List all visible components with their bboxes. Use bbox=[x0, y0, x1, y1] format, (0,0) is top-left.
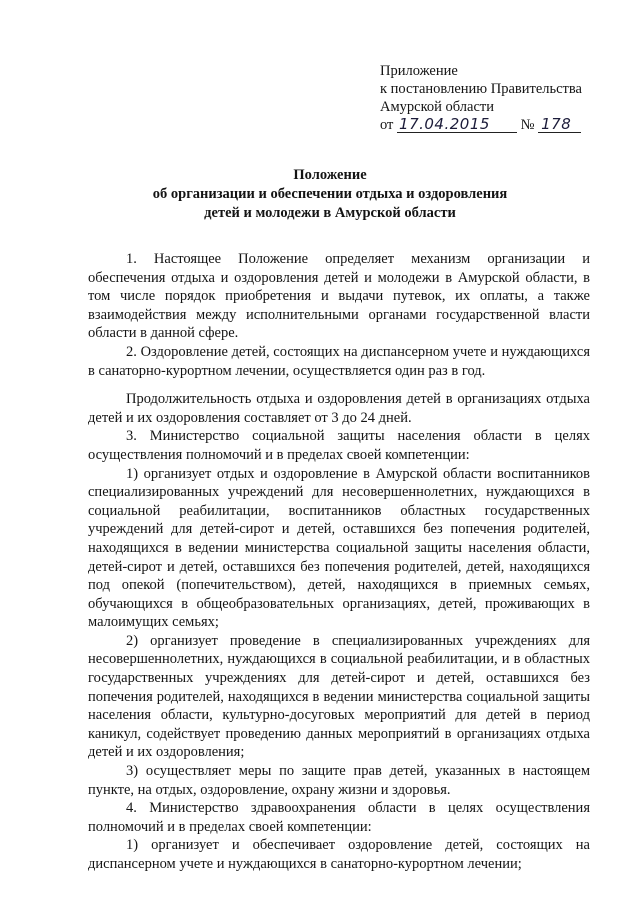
appendix-header bbox=[380, 62, 620, 136]
paragraph-7: 3) осуществляет меры по защите прав детей, указанных в настоящем пункте, на отдых, оздоровление, охрану жизни и здоровья. bbox=[88, 763, 590, 798]
document-title bbox=[60, 166, 600, 223]
handwritten-date: 17.04.2015 bbox=[397, 117, 517, 133]
document-body bbox=[88, 250, 590, 874]
title-line-2: об организации и обеспечении отдыха и оздоровления bbox=[152, 186, 508, 202]
paragraph-3: Продолжительность отдыха и оздоровления детей в организациях отдыха детей и их оздоровления составляет от 3 до 24 дней. bbox=[88, 391, 590, 426]
appendix-date-number-row bbox=[380, 116, 620, 136]
paragraph-4: 3. Министерство социальной защиты населения области в целях осуществления полномочий и в пределах своей компетенции: bbox=[88, 428, 590, 463]
appendix-resolution-ref: к постановлению Правительства bbox=[380, 81, 582, 97]
appendix-region: Амурской области bbox=[380, 99, 494, 115]
title-line-1: Положение bbox=[293, 167, 367, 183]
paragraph-1: 1. Настоящее Положение определяет механизм организации и обеспечения отдыха и оздоровления детей и молодежи в Амурской области, в том числе порядок приобретения и выдачи путевок, их оплаты, а также взаимодействия между исполнительными органами государственной власти области в данной сфере. bbox=[88, 251, 590, 342]
number-prefix: № bbox=[520, 117, 535, 133]
paragraph-6: 2) организует проведение в специализированных учреждениях для несовершеннолетних, нуждающихся в социальной реабилитации, и в областных государственных учреждениях для детей-сирот и детей, оставшихся без попечения родителей, находящихся в ведении министерства социальной защиты населения области, культурно-досуговых мероприятий для детей в период каникул, содействует проведению данных мероприятий в организациях отдыха детей и их оздоровления; bbox=[88, 632, 590, 761]
paragraph-8: 4. Министерство здравоохранения области в целях осуществления полномочий и в пределах своей компетенции: bbox=[88, 800, 590, 835]
paragraph-5: 1) организует отдых и оздоровление в Амурской области воспитанников специализированных учреждений для несовершеннолетних, нуждающихся в социальной реабилитации, воспитанников областных государственных учреждений для детей-сирот и детей, оставшихся без попечения родителей, находящихся в ведении министерства социальной защиты населения области, детей-сирот и детей, оставшихся без попечения родителей, детей, находящихся под опекой (попечительством), детей, находящихся в приемных семьях, обучающихся в общеобразовательных организациях, детей, проживающих в малоимущих семьях; bbox=[88, 465, 590, 631]
paragraph-2: 2. Оздоровление детей, состоящих на диспансерном учете и нуждающихся в санаторно-курортном лечении, осуществляется один раз в год. bbox=[88, 343, 590, 379]
title-line-3: детей и молодежи в Амурской области bbox=[204, 205, 456, 221]
appendix-label: Приложение bbox=[380, 63, 458, 79]
handwritten-number: 178 bbox=[538, 117, 581, 133]
date-prefix: от bbox=[380, 117, 394, 133]
paragraph-9: 1) организует и обеспечивает оздоровление детей, состоящих на диспансерном учете и нуждающихся в санаторно-курортном лечении; bbox=[88, 837, 590, 872]
